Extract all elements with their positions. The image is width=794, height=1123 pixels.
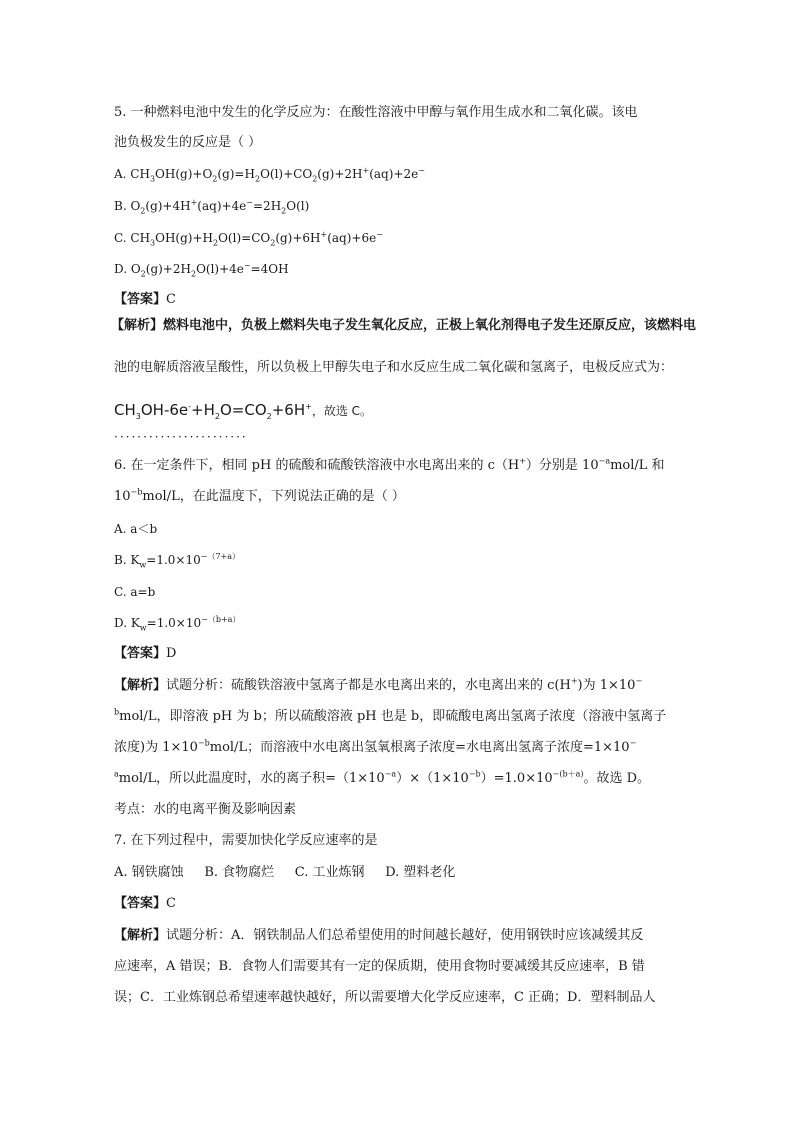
q5-option-c: C. $CH_3OH(g)+H_2O(l)=CO_2(g)+6H^+(aq)+6e^-$: [114, 230, 383, 248]
q7-analysis-line2: 应速率，A 错误；B．食物人们需要其有一定的保质期，使用食物时要减缓其反应速率，B 错: [114, 959, 645, 974]
q6-option-d: D. $K_w=1.0\times 10^{-(b+a)}$: [114, 615, 241, 633]
q7-answer: 【答案】C: [114, 896, 176, 911]
q5-option-a: A. $CH_3OH(g)+O_2(g)=H_2O(l)+CO_2(g)+2H^+(aq)+2e^-$: [114, 166, 425, 184]
q6-option-a: A. a＜b: [114, 522, 158, 536]
q6-analysis-line3: 浓度)为 $1\times 10^{-b}mol/L$；而溶液中水电离出氢氧根离子浓度=水电离出氢离子浓度=1×10−: [114, 738, 637, 755]
q6-stem-line2: $10^{-b}mol/L$，在此温度下，下列说法正确的是（ ）: [114, 487, 405, 504]
q6-stem-line1: 6. 在一定条件下，相同 pH 的硫酸和硫酸铁溶液中水电离出来的 c（H+）分别是 $10^{-a}mol/L$ 和: [114, 456, 665, 473]
q6-option-c: C. a=b: [114, 585, 156, 599]
q6-answer: 【答案】D: [114, 646, 177, 661]
q7-analysis-line1: 【解析】试题分析：A．钢铁制品人们总希望使用的时间越长越好，使用钢铁时应该减缓其反: [114, 928, 644, 943]
q5-answer: 【答案】C: [114, 292, 176, 307]
q6-analysis-line2: $^b$mol/L，即溶液 pH 为 b；所以硫酸溶液 pH 也是 b，即硫酸电离出氢离子浓度（溶液中氢离子: [114, 707, 667, 724]
q7-stem: 7. 在下列过程中，需要加快化学反应速率的是: [114, 833, 378, 848]
q6-knowledge-point: 考点：水的电离平衡及影响因素: [114, 802, 297, 817]
q7-options: A. 钢铁腐蚀 B. 食物腐烂 C. 工业炼钢 D. 塑料老化: [114, 865, 456, 880]
q5-stem-line1: 5. 一种燃料电池中发生的化学反应为：在酸性溶液中甲醇与氧作用生成水和二氧化碳。该电: [114, 105, 638, 120]
separator-dots: ·······················: [114, 430, 248, 444]
q5-option-b: B. $O_2(g)+4H^+(aq)+4e^-=2H_2O(l)$: [114, 198, 310, 216]
q7-analysis-line3: 误；C．工业炼钢总希望速率越快越好，所以需要增大化学反应速率，C 正确；D．塑料制品人: [114, 990, 656, 1005]
q6-option-b: B. $K_w=1.0\times 10^{-(7+a)}$: [114, 552, 241, 570]
q5-stem-line2: 池负极发生的反应是（ ）: [114, 135, 262, 150]
q5-option-d: D. $O_2(g)+2H_2O(l)+4e^-=4OH$: [114, 261, 289, 279]
q5-analysis-line2: 池的电解质溶液呈酸性，所以负极上甲醇失电子和水反应生成二氧化碳和氢离子，电极反应式为：: [114, 360, 674, 375]
q5-electrode-equation: $CH_3OH-6e^-+H_2O=CO_2+6H^+$，故选 C。: [114, 401, 373, 421]
q5-analysis-line1: 【解析】燃料电池中，负极上燃料失电子发生氧化反应，正极上氧化剂得电子发生还原反应，该燃料电: [111, 318, 697, 333]
q6-analysis-line4: $^a$mol/L，所以此温度时，水的离子积$=(1\times 10^{-a})\times(1\times 10^{-b})=1.0\times 10^{-(b+a)}$。故选 D。: [114, 769, 651, 786]
q6-analysis-line1: 【解析】试题分析：硫酸铁溶液中氢离子都是水电离出来的，水电离出来的 c(H+)为 1×10−: [114, 676, 643, 693]
